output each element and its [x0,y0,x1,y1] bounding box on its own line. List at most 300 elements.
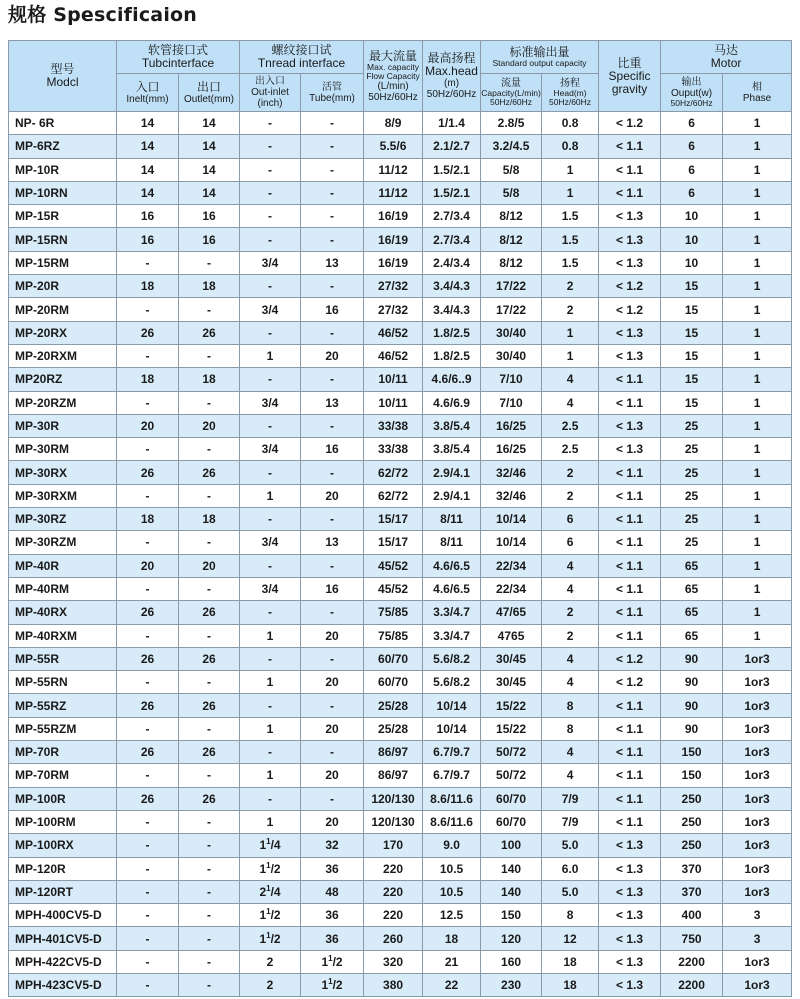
cell-specific-gravity: < 1.1 [599,531,661,554]
cell-model: MP-55RN [9,671,117,694]
cell-specific-gravity: < 1.3 [599,414,661,437]
cell-tube-inlet: - [117,577,179,600]
cell-motor-output: 25 [661,508,723,531]
cell-std-head: 7/9 [542,787,599,810]
cell-motor-phase: 1 [723,181,792,204]
cell-max-head: 1.5/2.1 [423,158,481,181]
cell-motor-phase: 1or3 [723,764,792,787]
table-row [9,764,792,787]
cell-max-capacity: 86/97 [364,741,423,764]
header-tube-interface: 软管接口式 Tubcinterface [117,41,240,74]
cell-model: MP-20R [9,275,117,298]
cell-max-capacity: 16/19 [364,251,423,274]
cell-tube-outlet: - [179,391,240,414]
cell-specific-gravity: < 1.3 [599,880,661,903]
cell-max-capacity: 46/52 [364,344,423,367]
cell-std-head: 2.5 [542,438,599,461]
header-out-inlet: 出入口 Out-inlet (inch) [240,74,301,112]
cell-tube-outlet: - [179,531,240,554]
cell-max-head: 10/14 [423,717,481,740]
cell-specific-gravity: < 1.3 [599,228,661,251]
cell-model: MP-15RN [9,228,117,251]
cell-std-head: 1 [542,158,599,181]
cell-model: MP-40R [9,554,117,577]
cell-motor-output: 15 [661,391,723,414]
cell-tube-inlet: 16 [117,205,179,228]
cell-std-head: 0.8 [542,135,599,158]
cell-thread-tube: 13 [301,531,364,554]
cell-motor-output: 150 [661,741,723,764]
cell-specific-gravity: < 1.3 [599,205,661,228]
cell-model: MP-30RZ [9,508,117,531]
cell-model: MP-100RX [9,834,117,857]
cell-max-capacity: 60/70 [364,671,423,694]
cell-std-head: 2 [542,298,599,321]
cell-motor-phase: 1or3 [723,834,792,857]
cell-specific-gravity: < 1.3 [599,857,661,880]
cell-std-head: 5.0 [542,880,599,903]
cell-specific-gravity: < 1.1 [599,624,661,647]
cell-max-capacity: 86/97 [364,764,423,787]
cell-motor-phase: 1 [723,391,792,414]
cell-motor-output: 6 [661,112,723,135]
table-row [9,554,792,577]
cell-tube-inlet: 26 [117,601,179,624]
cell-model: MP-10RN [9,181,117,204]
cell-specific-gravity: < 1.3 [599,927,661,950]
cell-std-head: 4 [542,554,599,577]
cell-std-head: 4 [542,391,599,414]
cell-max-head: 12.5 [423,904,481,927]
cell-std-capacity: 7/10 [481,368,542,391]
header-inlet: 入口 Inelt(mm) [117,74,179,112]
table-row [9,973,792,996]
cell-thread-tube: - [301,275,364,298]
cell-tube-inlet: 14 [117,135,179,158]
cell-std-capacity: 120 [481,927,542,950]
cell-motor-output: 90 [661,717,723,740]
cell-model: MPH-423CV5-D [9,973,117,996]
cell-max-head: 3.8/5.4 [423,438,481,461]
cell-max-capacity: 16/19 [364,228,423,251]
cell-thread-out-inlet: - [240,112,301,135]
cell-max-capacity: 45/52 [364,554,423,577]
cell-specific-gravity: < 1.1 [599,741,661,764]
table-row [9,717,792,740]
cell-tube-inlet: - [117,391,179,414]
cell-motor-phase: 1 [723,438,792,461]
cell-specific-gravity: < 1.1 [599,810,661,833]
cell-motor-phase: 3 [723,927,792,950]
cell-model: NP- 6R [9,112,117,135]
cell-motor-phase: 1 [723,577,792,600]
cell-std-head: 2 [542,461,599,484]
cell-max-capacity: 16/19 [364,205,423,228]
cell-max-head: 6.7/9.7 [423,741,481,764]
cell-max-head: 4.6/6.5 [423,554,481,577]
cell-max-capacity: 62/72 [364,484,423,507]
cell-max-capacity: 27/32 [364,275,423,298]
cell-motor-phase: 1 [723,461,792,484]
cell-model: MPH-400CV5-D [9,904,117,927]
cell-std-capacity: 150 [481,904,542,927]
cell-specific-gravity: < 1.2 [599,671,661,694]
cell-model: MP-30R [9,414,117,437]
cell-max-capacity: 45/52 [364,577,423,600]
table-row [9,624,792,647]
cell-std-head: 2 [542,601,599,624]
cell-motor-output: 6 [661,135,723,158]
cell-max-head: 18 [423,927,481,950]
cell-motor-phase: 1or3 [723,880,792,903]
cell-thread-tube: - [301,647,364,670]
cell-specific-gravity: < 1.3 [599,834,661,857]
cell-max-capacity: 62/72 [364,461,423,484]
cell-max-head: 22 [423,973,481,996]
cell-thread-out-inlet: - [240,414,301,437]
table-row [9,391,792,414]
cell-tube-inlet: 18 [117,508,179,531]
cell-motor-output: 90 [661,671,723,694]
cell-thread-out-inlet: - [240,158,301,181]
cell-motor-phase: 1 [723,414,792,437]
cell-tube-inlet: 26 [117,741,179,764]
cell-thread-out-inlet: - [240,601,301,624]
cell-model: MP20RZ [9,368,117,391]
cell-motor-output: 15 [661,321,723,344]
cell-std-capacity: 8/12 [481,205,542,228]
cell-thread-out-inlet: 1 [240,344,301,367]
cell-thread-out-inlet: - [240,181,301,204]
cell-tube-outlet: 20 [179,554,240,577]
cell-std-capacity: 22/34 [481,554,542,577]
cell-thread-tube: 16 [301,298,364,321]
header-standard-output: 标准输出量 Standard output capacity [481,41,599,74]
cell-std-capacity: 8/12 [481,228,542,251]
cell-thread-out-inlet: - [240,694,301,717]
cell-motor-output: 750 [661,927,723,950]
cell-thread-tube: 48 [301,880,364,903]
cell-thread-out-inlet: - [240,135,301,158]
cell-thread-tube: 32 [301,834,364,857]
cell-motor-output: 15 [661,344,723,367]
cell-tube-inlet: - [117,671,179,694]
cell-thread-out-inlet: $1^1/2$ [240,927,301,950]
cell-std-head: 4 [542,671,599,694]
cell-motor-output: 65 [661,554,723,577]
cell-tube-outlet: - [179,927,240,950]
cell-thread-tube: - [301,554,364,577]
cell-tube-inlet: 14 [117,112,179,135]
cell-std-head: 2 [542,624,599,647]
header-tube: 活管 Tube(mm) [301,74,364,112]
cell-tube-inlet: - [117,857,179,880]
table-row [9,904,792,927]
cell-thread-tube: 13 [301,391,364,414]
cell-tube-inlet: - [117,438,179,461]
cell-specific-gravity: < 1.1 [599,787,661,810]
cell-tube-outlet: 26 [179,647,240,670]
table-row [9,508,792,531]
table-row [9,880,792,903]
cell-std-capacity: 47/65 [481,601,542,624]
cell-thread-tube: - [301,205,364,228]
cell-tube-inlet: - [117,624,179,647]
cell-std-head: 18 [542,973,599,996]
table-body [9,112,792,997]
cell-tube-outlet: - [179,950,240,973]
cell-std-capacity: 30/45 [481,647,542,670]
cell-std-head: 1.5 [542,251,599,274]
cell-max-head: 21 [423,950,481,973]
cell-std-head: 7/9 [542,810,599,833]
cell-model: MP-55R [9,647,117,670]
cell-max-head: 3.4/4.3 [423,298,481,321]
cell-max-capacity: 220 [364,880,423,903]
cell-max-capacity: 11/12 [364,158,423,181]
cell-max-head: 3.3/4.7 [423,601,481,624]
table-row [9,461,792,484]
cell-max-capacity: 33/38 [364,438,423,461]
cell-thread-tube: - [301,368,364,391]
table-row [9,135,792,158]
cell-motor-output: 25 [661,414,723,437]
cell-motor-phase: 1 [723,368,792,391]
cell-motor-phase: 1or3 [723,671,792,694]
cell-std-capacity: 30/45 [481,671,542,694]
cell-std-capacity: 60/70 [481,810,542,833]
header-std-head: 扬程 Head(m) 50Hz/60Hz [542,74,599,112]
cell-specific-gravity: < 1.1 [599,554,661,577]
cell-motor-output: 250 [661,787,723,810]
cell-std-head: 8 [542,717,599,740]
cell-motor-phase: 1 [723,531,792,554]
cell-model: MP-6RZ [9,135,117,158]
cell-thread-tube: - [301,321,364,344]
cell-motor-phase: 1 [723,554,792,577]
cell-specific-gravity: < 1.2 [599,112,661,135]
cell-std-capacity: 5/8 [481,158,542,181]
cell-tube-inlet: 18 [117,368,179,391]
cell-model: MP-120RT [9,880,117,903]
cell-thread-out-inlet: 1 [240,717,301,740]
cell-motor-output: 2200 [661,973,723,996]
cell-std-capacity: 10/14 [481,508,542,531]
cell-tube-inlet: - [117,834,179,857]
cell-thread-out-inlet: - [240,787,301,810]
table-row [9,438,792,461]
header-std-capacity: 流量 Capacity(L/min) 50Hz/60Hz [481,74,542,112]
cell-model: MP-30RM [9,438,117,461]
cell-tube-outlet: 14 [179,112,240,135]
cell-specific-gravity: < 1.1 [599,694,661,717]
cell-max-head: 3.4/4.3 [423,275,481,298]
cell-std-head: 4 [542,577,599,600]
cell-motor-output: 25 [661,484,723,507]
cell-motor-phase: 1or3 [723,787,792,810]
cell-std-head: 2 [542,484,599,507]
cell-tube-outlet: - [179,577,240,600]
cell-motor-output: 65 [661,624,723,647]
cell-tube-inlet: 26 [117,461,179,484]
cell-thread-out-inlet: 3/4 [240,251,301,274]
cell-tube-inlet: 14 [117,181,179,204]
header-model: 型号 Modcl [9,41,117,112]
cell-std-capacity: 17/22 [481,275,542,298]
cell-tube-outlet: - [179,251,240,274]
table-row [9,112,792,135]
table-row [9,368,792,391]
cell-tube-inlet: 20 [117,414,179,437]
cell-thread-tube: - [301,112,364,135]
table-row [9,857,792,880]
table-row [9,671,792,694]
cell-max-head: 9.0 [423,834,481,857]
cell-tube-outlet: - [179,717,240,740]
cell-motor-output: 6 [661,181,723,204]
cell-max-capacity: 75/85 [364,601,423,624]
cell-tube-inlet: - [117,927,179,950]
cell-max-capacity: 11/12 [364,181,423,204]
cell-specific-gravity: < 1.1 [599,717,661,740]
cell-std-head: 8 [542,694,599,717]
table-row [9,834,792,857]
cell-thread-tube: - [301,228,364,251]
cell-tube-outlet: 16 [179,228,240,251]
cell-std-head: 18 [542,950,599,973]
cell-thread-tube: - [301,461,364,484]
cell-thread-out-inlet: 3/4 [240,577,301,600]
cell-tube-outlet: - [179,857,240,880]
cell-motor-output: 370 [661,857,723,880]
cell-model: MP-20RXM [9,344,117,367]
cell-specific-gravity: < 1.1 [599,601,661,624]
cell-max-head: 4.6/6..9 [423,368,481,391]
table-row [9,181,792,204]
cell-tube-inlet: - [117,531,179,554]
cell-thread-out-inlet: 1 [240,484,301,507]
cell-thread-tube: - [301,181,364,204]
cell-max-capacity: 25/28 [364,694,423,717]
cell-max-head: 8.6/11.6 [423,787,481,810]
cell-motor-output: 2200 [661,950,723,973]
header-max-capacity: 最大流量 Max. capacity Flow Capacity (L/min) 50Hz/60Hz [364,41,423,112]
cell-tube-outlet: 18 [179,368,240,391]
cell-tube-outlet: - [179,671,240,694]
header-specific-gravity: 比重 Specific gravity [599,41,661,112]
cell-motor-output: 25 [661,438,723,461]
cell-model: MP-70RM [9,764,117,787]
table-row [9,950,792,973]
cell-tube-outlet: 16 [179,205,240,228]
cell-std-capacity: 50/72 [481,764,542,787]
cell-tube-outlet: 14 [179,135,240,158]
cell-std-capacity: 15/22 [481,694,542,717]
cell-motor-phase: 1 [723,484,792,507]
cell-motor-phase: 1 [723,135,792,158]
cell-motor-phase: 3 [723,904,792,927]
cell-thread-out-inlet: $1^1/2$ [240,857,301,880]
cell-max-head: 2.9/4.1 [423,461,481,484]
cell-std-capacity: 17/22 [481,298,542,321]
cell-thread-tube: - [301,741,364,764]
cell-std-head: 8 [542,904,599,927]
cell-model: MP-20RZM [9,391,117,414]
cell-std-head: 4 [542,764,599,787]
cell-model: MPH-422CV5-D [9,950,117,973]
cell-max-head: 8/11 [423,508,481,531]
cell-thread-tube: 36 [301,927,364,950]
cell-thread-tube: - [301,135,364,158]
cell-thread-tube: $1^1/2$ [301,950,364,973]
cell-motor-output: 400 [661,904,723,927]
cell-specific-gravity: < 1.1 [599,461,661,484]
cell-motor-phase: 1 [723,298,792,321]
cell-motor-output: 10 [661,228,723,251]
cell-thread-tube: 36 [301,857,364,880]
cell-thread-tube: - [301,787,364,810]
cell-tube-outlet: 26 [179,321,240,344]
table-row [9,601,792,624]
cell-thread-tube: 20 [301,344,364,367]
cell-thread-tube: 20 [301,671,364,694]
cell-tube-inlet: - [117,251,179,274]
cell-specific-gravity: < 1.1 [599,508,661,531]
table-row [9,228,792,251]
cell-tube-inlet: - [117,764,179,787]
table-row [9,484,792,507]
cell-tube-outlet: 26 [179,694,240,717]
cell-model: MP-30RXM [9,484,117,507]
cell-std-capacity: 22/34 [481,577,542,600]
table-row [9,647,792,670]
cell-max-head: 2.1/2.7 [423,135,481,158]
cell-model: MP-15RM [9,251,117,274]
cell-thread-out-inlet: $2^1/4$ [240,880,301,903]
cell-std-capacity: 140 [481,880,542,903]
cell-specific-gravity: < 1.3 [599,950,661,973]
cell-motor-output: 25 [661,461,723,484]
cell-max-head: 2.4/3.4 [423,251,481,274]
cell-std-capacity: 32/46 [481,484,542,507]
cell-std-capacity: 7/10 [481,391,542,414]
cell-std-head: 5.0 [542,834,599,857]
cell-tube-inlet: - [117,298,179,321]
cell-max-capacity: 120/130 [364,810,423,833]
cell-motor-output: 65 [661,601,723,624]
cell-std-head: 2.5 [542,414,599,437]
cell-std-head: 4 [542,741,599,764]
cell-specific-gravity: < 1.3 [599,321,661,344]
cell-model: MP-20RX [9,321,117,344]
cell-thread-tube: 36 [301,904,364,927]
cell-motor-output: 6 [661,158,723,181]
cell-tube-inlet: - [117,810,179,833]
cell-specific-gravity: < 1.3 [599,973,661,996]
cell-tube-inlet: 16 [117,228,179,251]
cell-model: MP-100RM [9,810,117,833]
cell-motor-output: 25 [661,531,723,554]
cell-tube-outlet: 14 [179,158,240,181]
cell-std-capacity: 100 [481,834,542,857]
cell-tube-inlet: - [117,973,179,996]
cell-max-capacity: 15/17 [364,531,423,554]
cell-thread-out-inlet: 3/4 [240,298,301,321]
cell-specific-gravity: < 1.3 [599,904,661,927]
cell-max-head: 2.7/3.4 [423,228,481,251]
cell-motor-phase: 1 [723,251,792,274]
cell-motor-phase: 1 [723,344,792,367]
